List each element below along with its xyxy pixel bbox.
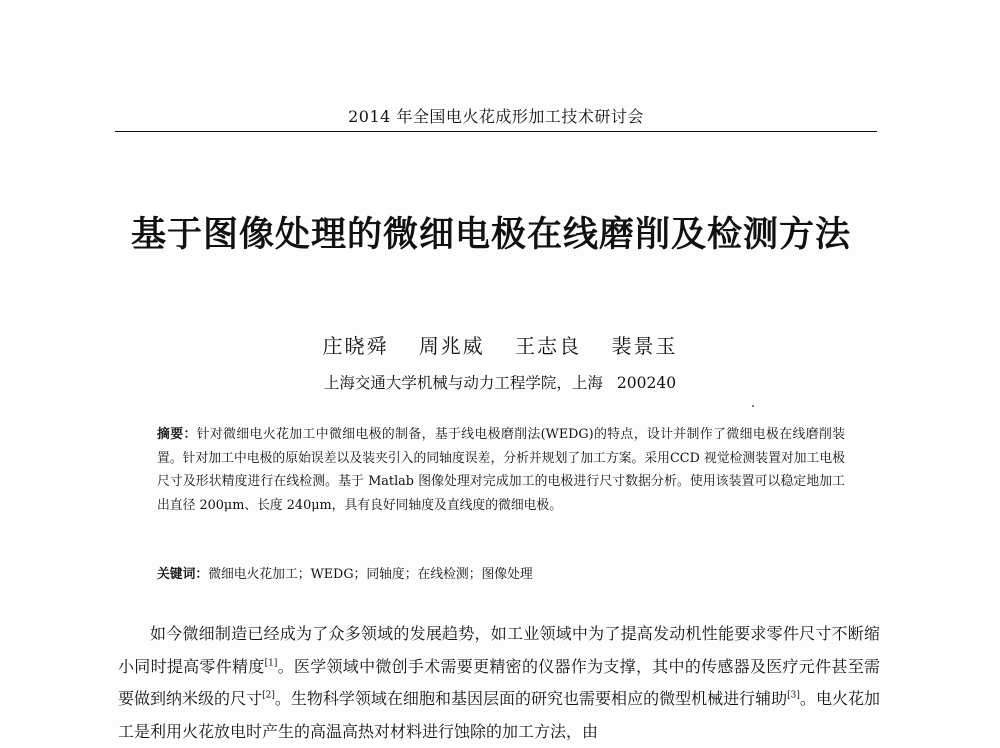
keywords-text: 微细电火花加工；WEDG；同轴度；在线检测；图像处理 (208, 567, 533, 582)
author-list (0, 330, 1000, 359)
keywords-label: 关键词： (157, 567, 209, 582)
body-text-segment: 。电火花加工是利用火花放电时产生的高温高热对材料进行蚀除的加工方法，由 (118, 689, 880, 741)
abstract-label: 摘要： (157, 427, 197, 442)
body-text-segment: 。医学领域中微创手术需要更精密的仪器作为支撑，其中的传感器及医疗元件甚至需要做到纳米级的尺寸 (118, 656, 880, 708)
citation-ref: [3] (787, 690, 800, 701)
affiliation-name: 上海交通大学机械与动力工程学院，上海 (323, 374, 603, 392)
header-rule (115, 131, 877, 132)
author-name: 裴景玉 (611, 334, 678, 358)
citation-ref: [1] (264, 658, 278, 669)
author-name: 王志良 (515, 334, 582, 358)
author-name: 周兆威 (418, 334, 485, 358)
citation-ref: [2] (262, 690, 275, 701)
abstract-text: 针对微细电火花加工中微细电极的制备，基于线电极磨削法(WEDG)的特点，设计并制作了微细电极在线磨削装置。针对加工中电极的原始误差以及装夹引入的同轴度误差，分析并规划了加工方案。采用CCD 视觉检测装置对加工电极尺寸及形状精度进行在线检测。基于 Matlab 图像处理对完成加工的电极进行尺寸数据分析。使用该装置可以稳定地加工出直径 200μm、长度 240μm，具有良好同轴度及直线度的微细电极。 (157, 427, 846, 513)
paper-title: 基于图像处理的微细电极在线磨削及检测方法 (130, 215, 851, 255)
body-text-segment: 。生物科学领域在细胞和基因层面的研究也需要相应的微型机械进行辅助 (274, 689, 788, 708)
body-text-segment: 如今微细制造已经成为了众多领域的发展趋势，如工业领域中为了提高发动机性能要求零件尺寸不断缩小同时提高零件精度 (118, 624, 880, 676)
author-name: 庄晓舜 (322, 334, 389, 358)
affiliation (0, 371, 1000, 393)
scan-speck (752, 405, 754, 407)
keywords (157, 563, 845, 586)
conference-header: 2014 年全国电火花成形加工技术研讨会 (348, 107, 644, 126)
affiliation-postal-code: 200240 (616, 374, 677, 392)
abstract (157, 423, 845, 517)
body-paragraph (118, 618, 880, 748)
